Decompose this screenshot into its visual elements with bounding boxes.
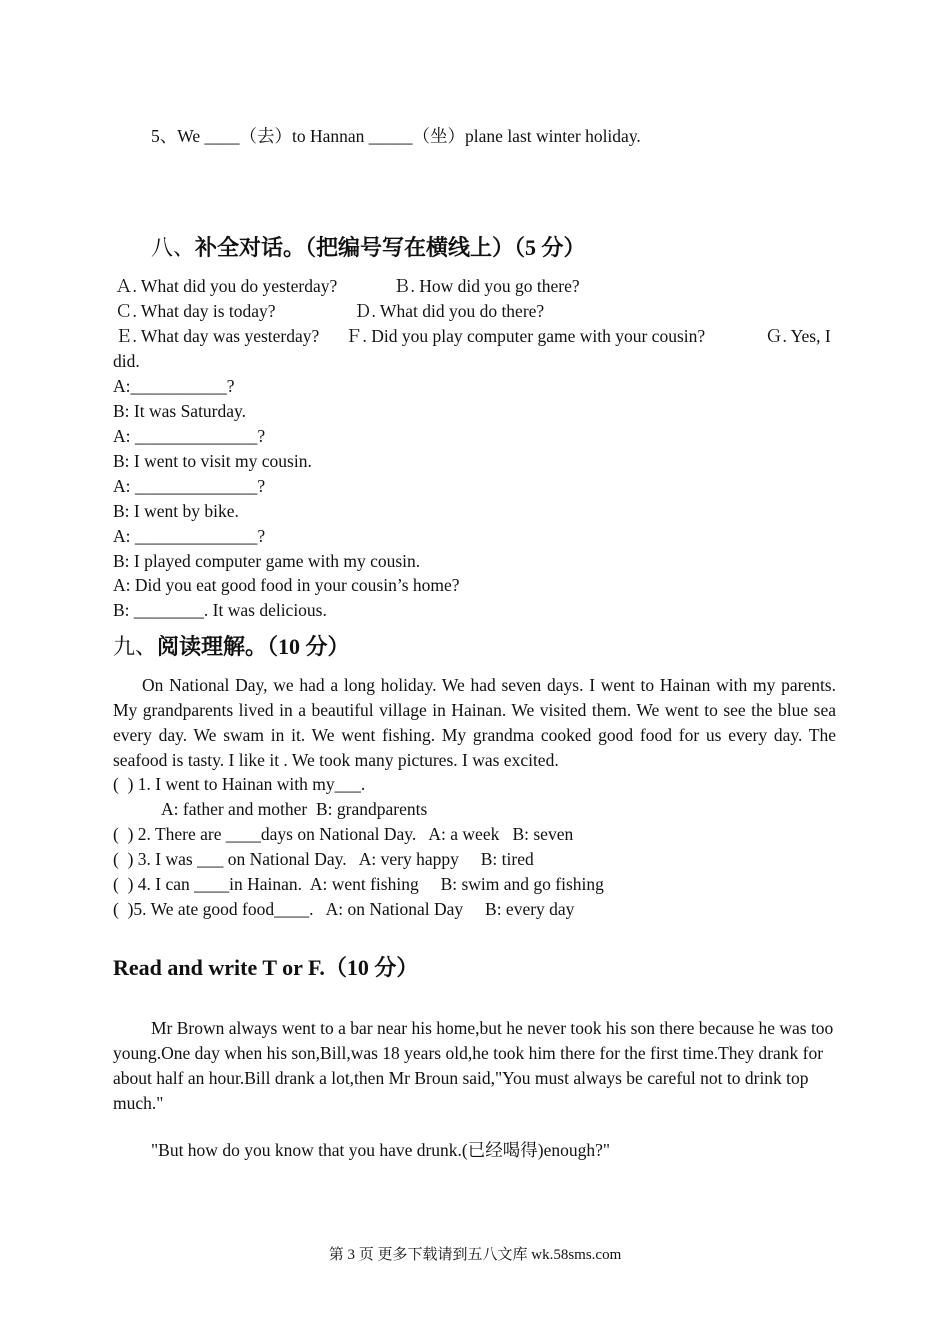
dialogue-line-4: B: I went to visit my cousin. <box>113 451 312 471</box>
question-5: 5、We ____（去）to Hannan _____（坐）plane last winter holiday. <box>151 126 641 146</box>
question-item-3: ( ) 3. I was ___ on National Day. A: very happy B: tired <box>113 849 534 869</box>
story-paragraph-2: "But how do you know that you have drunk.(已经喝得)enough?" <box>151 1140 611 1160</box>
dialogue-line-3: A: ______________? <box>113 426 266 446</box>
option-c: Ｃ. What day is today? <box>115 301 276 321</box>
section-8-heading <box>151 233 586 263</box>
question-item-1: ( ) 1. I went to Hainan with my___. <box>113 774 366 794</box>
dialogue-line-7: A: ______________? <box>113 526 266 546</box>
option-g: Ｇ. Yes, I <box>765 326 831 346</box>
question-item-4: ( ) 4. I can ____in Hainan. A: went fishing B: swim and go fishing <box>113 874 604 894</box>
option-b: Ｂ. How did you go there? <box>393 276 580 296</box>
section-9-title: 阅读理解。（10 分） <box>157 634 350 659</box>
story-paragraph-1: Mr Brown always went to a bar near his home,but he never took his son there because he was too young.One day when his son,Bill,was 18 years old,he took him there for the first time.They drank for about half an hour.Bill drank a lot,then Mr Broun said,"You must always be careful not to drink top much." <box>113 1018 834 1113</box>
section-8-number: 八、 <box>151 235 196 260</box>
reading-passage: On National Day, we had a long holiday. We had seven days. I went to Hainan with my parents. My grandparents lived in a beautiful village in Hainan. We visited them. We went to see the blue sea every day. We swam in it. We went fishing. My grandma cooked good food for us every day. The seafood is tasty. I like it . We took many pictures. I was excited. <box>113 675 836 770</box>
dialogue-line-9: A: Did you eat good food in your cousin’s home? <box>113 575 460 595</box>
question-item-5: ( )5. We ate good food____. A: on National Day B: every day <box>113 899 575 919</box>
question-item-1-choices: A: father and mother B: grandparents <box>161 799 428 819</box>
dialogue-line-1: A:___________? <box>113 376 235 396</box>
page-footer: 第 3 页 更多下载请到五八文库 wk.58sms.com <box>328 1247 622 1263</box>
section-9-heading <box>113 632 350 662</box>
option-d: Ｄ. What did you do there? <box>354 301 545 321</box>
section-8-title: 补全对话。（把编号写在横线上）（5 分） <box>195 235 586 260</box>
option-a: Ａ. What did you do yesterday? <box>115 276 338 296</box>
dialogue-line-6: B: I went by bike. <box>113 501 239 521</box>
question-item-2: ( ) 2. There are ____days on National Day. A: a week B: seven <box>113 824 574 844</box>
section-10-heading: Read and write T or F.（10 分） <box>113 955 419 980</box>
option-g-continued: did. <box>113 351 140 371</box>
dialogue-line-8: B: I played computer game with my cousin. <box>113 551 421 571</box>
dialogue-line-10: B: ________. It was delicious. <box>113 600 327 620</box>
dialogue-line-2: B: It was Saturday. <box>113 401 247 421</box>
option-e: Ｅ. What day was yesterday? <box>115 326 320 346</box>
dialogue-line-5: A: ______________? <box>113 476 266 496</box>
option-f: Ｆ. Did you play computer game with your cousin? <box>345 326 706 346</box>
section-9-number: 九、 <box>113 634 158 659</box>
